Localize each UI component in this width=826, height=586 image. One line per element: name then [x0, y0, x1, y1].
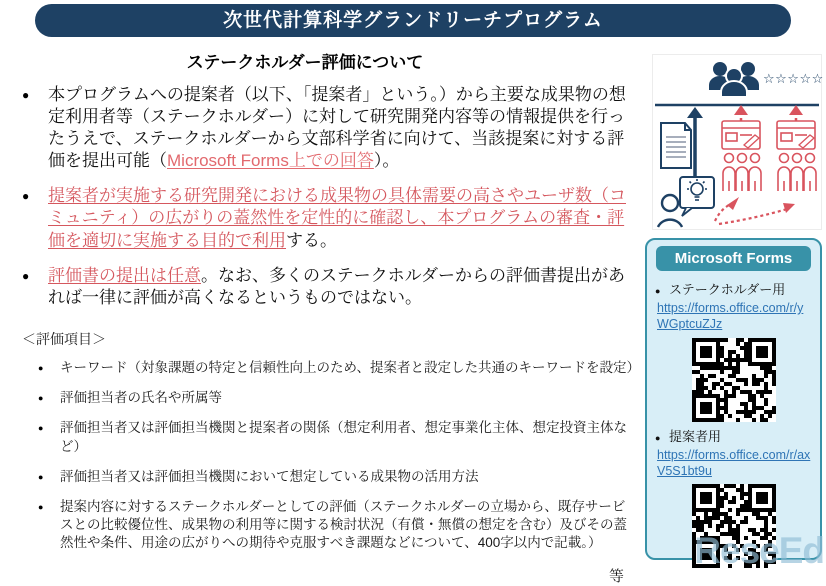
eval-item-text: キーワード（対象課題の特定と信頼性向上のため、提案者と設定した共通のキーワードを設定） [60, 359, 640, 375]
rating-stars-icon: ☆☆☆☆☆ [763, 71, 824, 86]
eval-item [38, 419, 636, 455]
bullet-icon: ● [38, 393, 44, 404]
eval-item-text: 評価担当者の氏名や所属等 [60, 390, 222, 406]
bullet-icon: ● [22, 189, 30, 204]
document-icon [661, 123, 691, 168]
bullet-icon: ● [655, 432, 661, 443]
bullet-icon: ● [38, 501, 44, 512]
etc-label: 等 [608, 567, 624, 585]
main-bullet-3 [22, 265, 636, 309]
bullet-icon: ● [38, 471, 44, 482]
bullet-text: 本プログラムへの提案者（以下、「提案者」という。）から主要な成果物の想定利用者等（ステークホルダー）に対して研究開発内容等の情報提供を行ったうえで、ステークホルダーから文部科学省に向けて、当該提案に対する評価を提出可能（ [48, 85, 626, 171]
eval-item-text: 評価担当者又は評価担当機関において想定している成果物の活用方法 [60, 468, 479, 484]
stakeholder-flow-diagram [652, 54, 822, 230]
idea-bubble-icon [680, 177, 714, 216]
proposer-person-icon [658, 195, 682, 227]
ms-forms-panel [645, 238, 822, 560]
eval-item [38, 498, 636, 553]
emphasized-text: 評価書の提出は任意 [48, 265, 201, 285]
ms-forms-panel-header: Microsoft Forms [656, 246, 811, 271]
proposer-form-label: 提案者用 [669, 428, 722, 444]
stakeholder-form-entry [655, 279, 812, 422]
stakeholder-qr-code [692, 338, 776, 422]
reseed-watermark: ReseEd [694, 530, 824, 571]
bullet-icon: ● [38, 423, 44, 434]
main-bullet-1 [22, 84, 636, 172]
info-provision-arrows-icon [715, 197, 795, 224]
bullet-icon: ● [655, 286, 661, 296]
bullet-text: 。なお、多くのステークホルダーからの評価書提出があれば一律に評価が高くなるというものではない。 [48, 265, 625, 307]
people-group-icon [709, 62, 759, 97]
bullet-icon: ● [22, 88, 30, 102]
bullet-icon: ● [22, 268, 30, 283]
program-title-banner: 次世代計算科学グランドリーチプログラム [35, 4, 791, 37]
ms-forms-answer-link[interactable]: Microsoft Forms上での回答 [167, 151, 374, 171]
eval-items-heading: ＜評価項目＞ [22, 330, 106, 347]
emphasized-text: 提案者が実施する研究開発における成果物の具体需要の高さやユーザ数（コミュニティ）の広がりの蓋然性を定性的に確認し、本プログラムの審査・評価を適切に実施する目的で利用 [48, 186, 626, 250]
bullet-text: ）。 [373, 151, 400, 171]
evaluation-arrow-icon [734, 105, 803, 121]
eval-item [38, 389, 636, 407]
stakeholder-form-label: ステークホルダー用 [669, 282, 786, 297]
main-content [22, 84, 640, 586]
page-title: ステークホルダー評価について [186, 53, 424, 72]
eval-item [38, 359, 640, 377]
main-bullet-2 [22, 185, 636, 251]
stakeholder-form-link[interactable]: https://forms.office.com/r/yWGptcuZJz [657, 301, 804, 332]
eval-item [38, 468, 636, 486]
proposer-form-link[interactable]: https://forms.office.com/r/axV5S1bt9u [657, 447, 811, 478]
eval-item-text: 提案内容に対するステークホルダーとしての評価（ステークホルダーの立場から、既存サービスとの比較優位性、成果物の利用等に関する検討状況（有償・無償の想定を含む）及びその蓋然性や条件、用途の広がりへの期待や克服すべき課題などについて、400字以内で記載。） [60, 498, 627, 551]
eval-item-text: 評価担当者又は評価担当機関と提案者の関係（想定利用者、想定事業化主体、想定投資主体など） [60, 420, 627, 454]
bullet-icon: ● [38, 362, 44, 373]
form-icon [722, 121, 815, 149]
bullet-text: する。 [286, 230, 337, 250]
stakeholders-icon [723, 154, 816, 192]
